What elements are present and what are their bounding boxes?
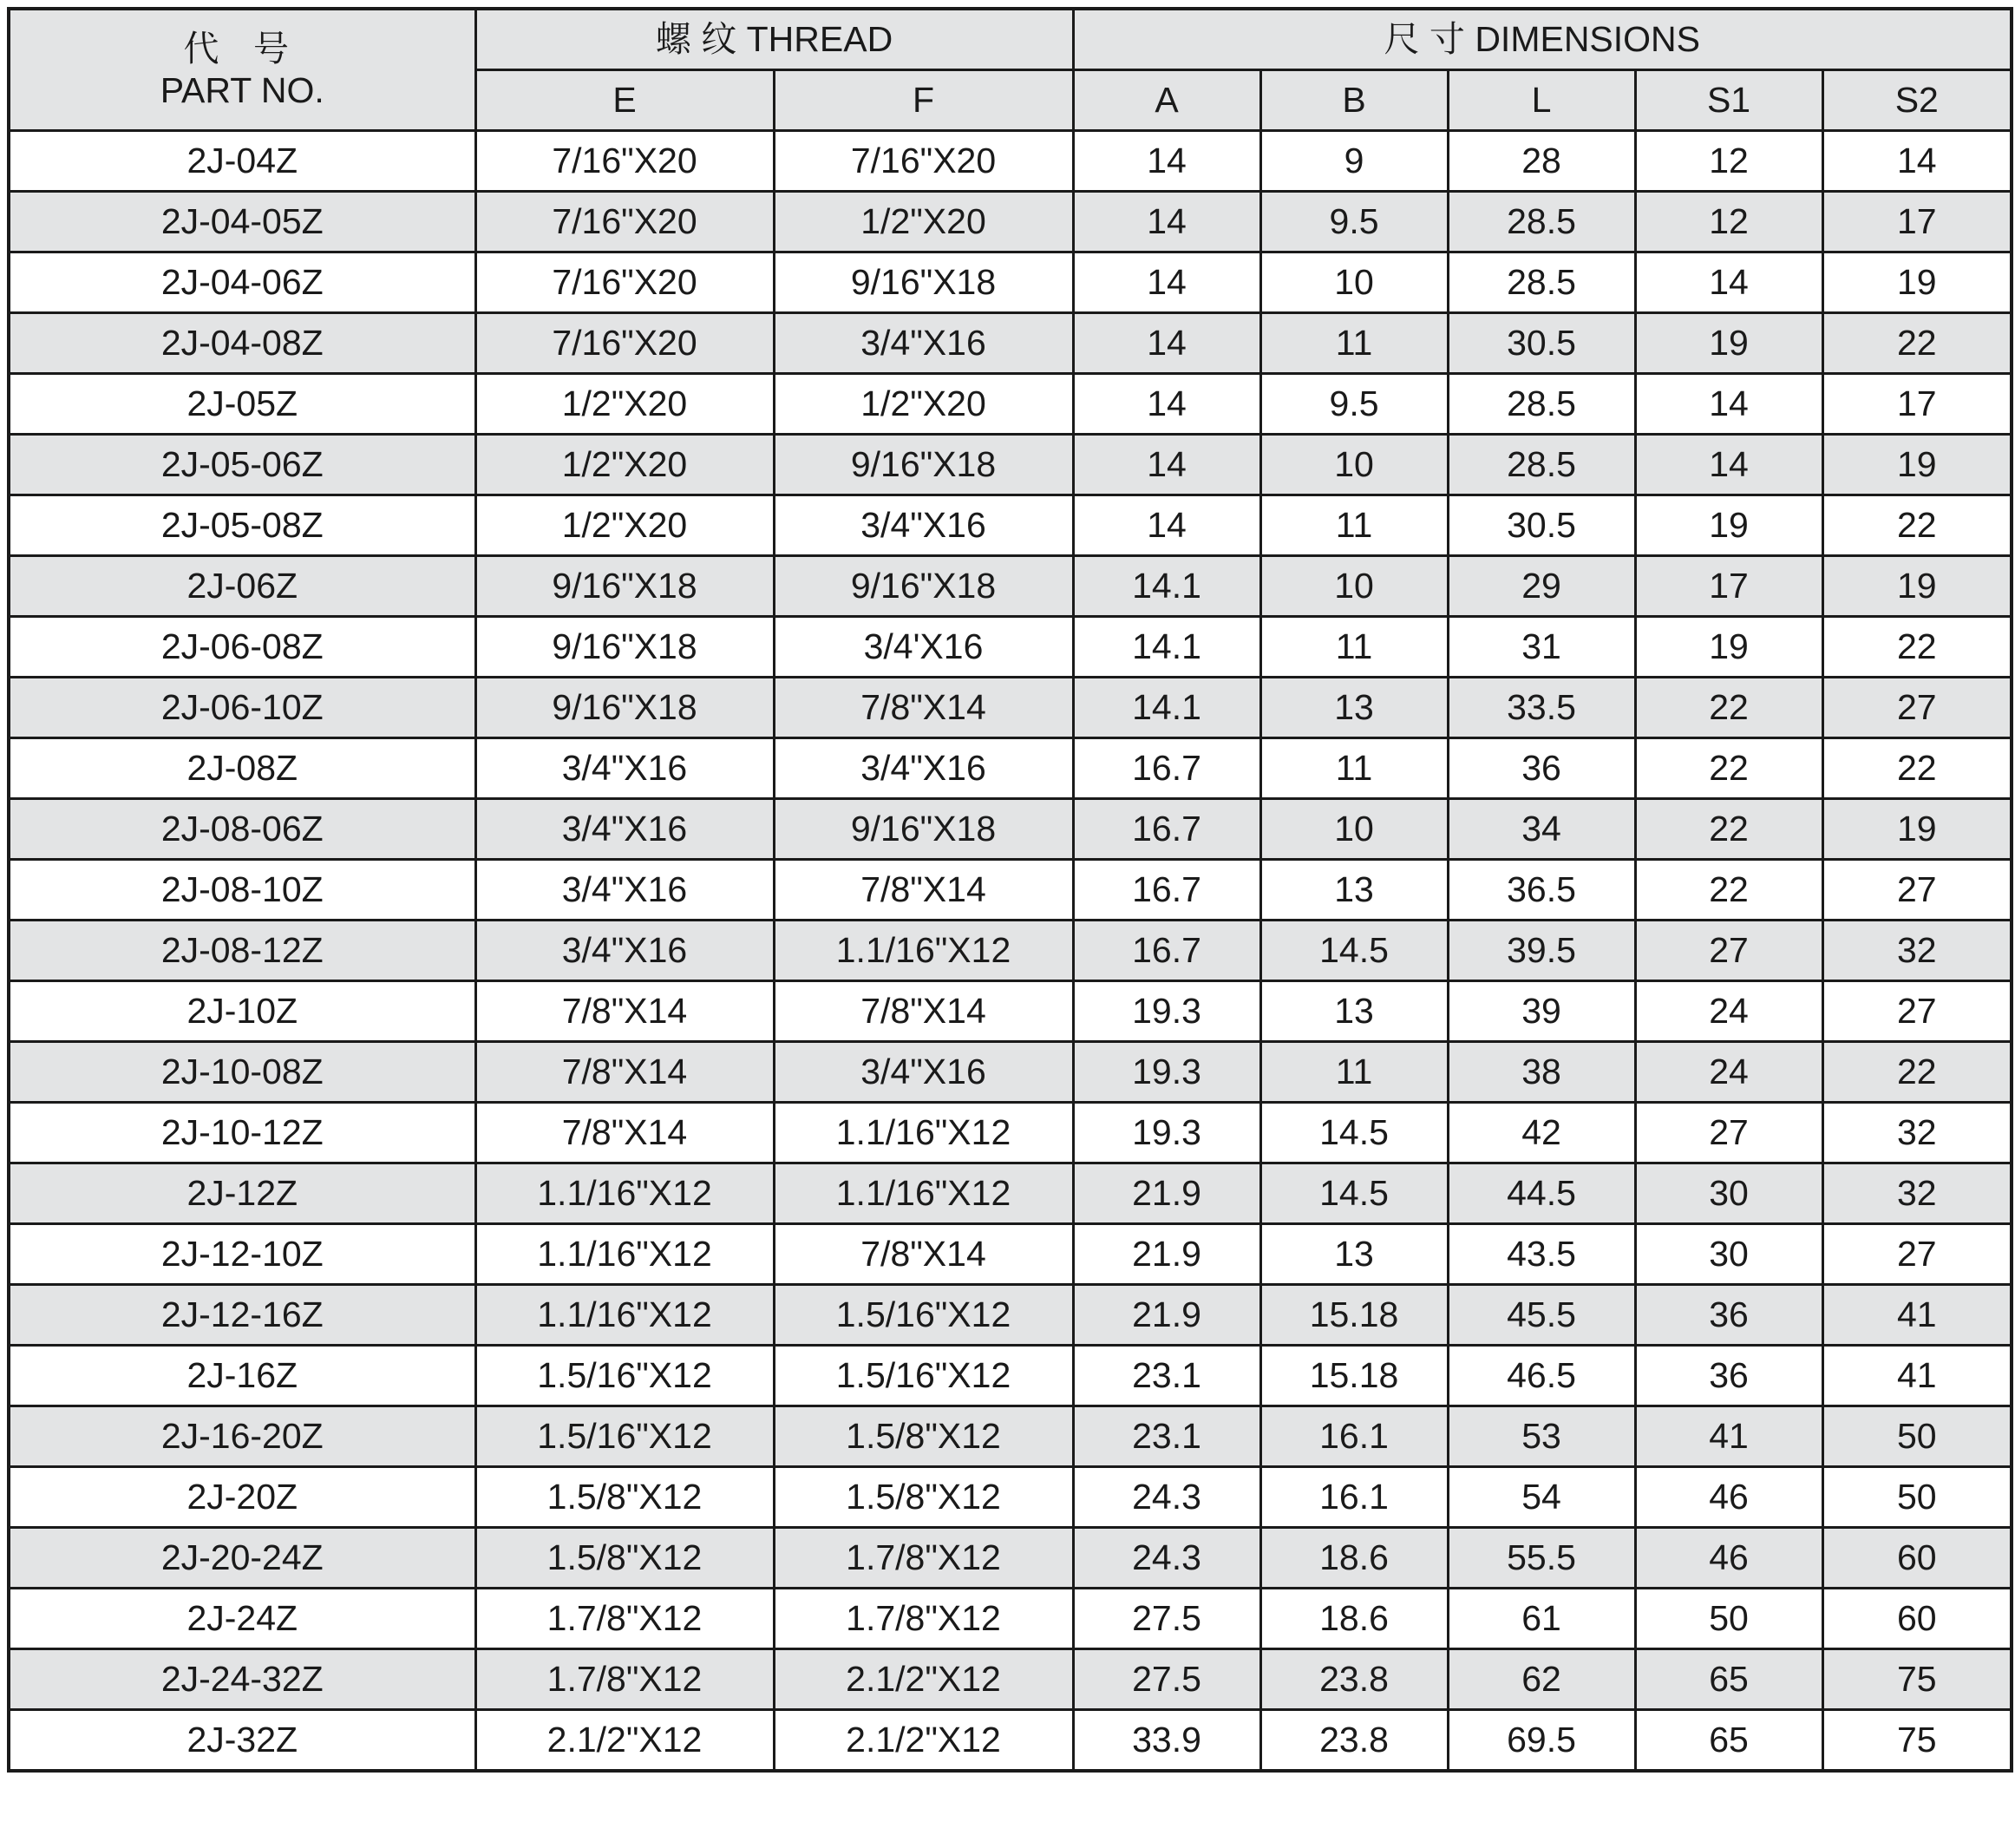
dim-s2-cell: 22 (1822, 738, 2012, 799)
thread-e-cell: 7/8"X14 (475, 1042, 774, 1103)
thread-f-cell: 3/4'X16 (774, 617, 1073, 678)
part-no-cell: 2J-10-08Z (9, 1042, 475, 1103)
thread-f-cell: 9/16"X18 (774, 252, 1073, 313)
dim-s1-cell: 19 (1635, 495, 1822, 556)
part-no-cell: 2J-16Z (9, 1346, 475, 1406)
part-no-cell: 2J-06-08Z (9, 617, 475, 678)
thread-f-cell: 1.5/16"X12 (774, 1346, 1073, 1406)
table-row (9, 1406, 2012, 1467)
dim-l-cell: 69.5 (1448, 1710, 1635, 1772)
dim-l-cell: 38 (1448, 1042, 1635, 1103)
spec-table (7, 7, 2013, 1773)
table-row (9, 374, 2012, 435)
dim-a-cell: 27.5 (1073, 1589, 1260, 1649)
dim-s1-cell: 46 (1635, 1528, 1822, 1589)
thread-e-cell: 9/16"X18 (475, 617, 774, 678)
column-header-a: A (1073, 70, 1260, 131)
thread-e-cell: 1.1/16"X12 (475, 1285, 774, 1346)
dim-b-cell: 10 (1260, 556, 1448, 617)
dim-s1-cell: 14 (1635, 435, 1822, 495)
thread-f-cell: 7/16"X20 (774, 131, 1073, 192)
thread-group-header: 螺 纹 THREAD (475, 9, 1073, 70)
dim-s1-cell: 12 (1635, 131, 1822, 192)
part-no-cell: 2J-24Z (9, 1589, 475, 1649)
dim-l-cell: 29 (1448, 556, 1635, 617)
dim-s2-cell: 17 (1822, 374, 2012, 435)
thread-e-cell: 7/8"X14 (475, 981, 774, 1042)
dim-a-cell: 14 (1073, 313, 1260, 374)
dim-l-cell: 46.5 (1448, 1346, 1635, 1406)
dim-l-cell: 28.5 (1448, 192, 1635, 252)
dim-l-cell: 54 (1448, 1467, 1635, 1528)
dim-s1-cell: 12 (1635, 192, 1822, 252)
thread-f-cell: 3/4"X16 (774, 1042, 1073, 1103)
thread-e-cell: 7/16"X20 (475, 192, 774, 252)
dim-b-cell: 15.18 (1260, 1285, 1448, 1346)
dim-a-cell: 21.9 (1073, 1285, 1260, 1346)
dim-s2-cell: 50 (1822, 1467, 2012, 1528)
dim-a-cell: 21.9 (1073, 1224, 1260, 1285)
table-row (9, 313, 2012, 374)
dim-a-cell: 16.7 (1073, 921, 1260, 981)
dim-a-cell: 14.1 (1073, 556, 1260, 617)
dim-s2-cell: 19 (1822, 556, 2012, 617)
dim-s1-cell: 14 (1635, 252, 1822, 313)
thread-f-cell: 9/16"X18 (774, 556, 1073, 617)
dim-a-cell: 24.3 (1073, 1528, 1260, 1589)
thread-e-cell: 3/4"X16 (475, 738, 774, 799)
part-no-cell: 2J-08-10Z (9, 860, 475, 921)
dim-a-cell: 19.3 (1073, 981, 1260, 1042)
dim-a-cell: 14 (1073, 192, 1260, 252)
thread-e-cell: 2.1/2"X12 (475, 1710, 774, 1772)
dim-b-cell: 23.8 (1260, 1649, 1448, 1710)
table-row (9, 131, 2012, 192)
thread-e-cell: 9/16"X18 (475, 678, 774, 738)
dim-s1-cell: 65 (1635, 1649, 1822, 1710)
dim-s1-cell: 41 (1635, 1406, 1822, 1467)
dim-a-cell: 23.1 (1073, 1346, 1260, 1406)
dim-b-cell: 14.5 (1260, 921, 1448, 981)
thread-f-cell: 1/2"X20 (774, 374, 1073, 435)
dim-s1-cell: 27 (1635, 921, 1822, 981)
table-row (9, 1103, 2012, 1163)
dim-s2-cell: 22 (1822, 617, 2012, 678)
dim-b-cell: 15.18 (1260, 1346, 1448, 1406)
dim-s2-cell: 19 (1822, 435, 2012, 495)
dim-a-cell: 14 (1073, 252, 1260, 313)
table-row (9, 678, 2012, 738)
dim-s1-cell: 36 (1635, 1285, 1822, 1346)
dim-b-cell: 10 (1260, 799, 1448, 860)
dim-b-cell: 9 (1260, 131, 1448, 192)
part-no-cell: 2J-06Z (9, 556, 475, 617)
dim-b-cell: 9.5 (1260, 374, 1448, 435)
dim-b-cell: 10 (1260, 435, 1448, 495)
thread-f-cell: 3/4"X16 (774, 495, 1073, 556)
dim-s1-cell: 30 (1635, 1163, 1822, 1224)
dim-b-cell: 9.5 (1260, 192, 1448, 252)
thread-e-cell: 1/2"X20 (475, 374, 774, 435)
table-row (9, 556, 2012, 617)
dim-s1-cell: 22 (1635, 738, 1822, 799)
dim-a-cell: 23.1 (1073, 1406, 1260, 1467)
table-row (9, 1589, 2012, 1649)
part-no-cell: 2J-10Z (9, 981, 475, 1042)
dim-s1-cell: 22 (1635, 799, 1822, 860)
dim-a-cell: 16.7 (1073, 738, 1260, 799)
dim-l-cell: 61 (1448, 1589, 1635, 1649)
table-row (9, 921, 2012, 981)
dim-b-cell: 11 (1260, 738, 1448, 799)
dim-s1-cell: 19 (1635, 617, 1822, 678)
dim-l-cell: 36.5 (1448, 860, 1635, 921)
thread-f-cell: 7/8"X14 (774, 860, 1073, 921)
part-no-header-en: PART NO. (160, 69, 324, 110)
dim-a-cell: 19.3 (1073, 1042, 1260, 1103)
thread-f-cell: 7/8"X14 (774, 678, 1073, 738)
table-row (9, 1163, 2012, 1224)
dim-s2-cell: 27 (1822, 981, 2012, 1042)
part-no-cell: 2J-12-16Z (9, 1285, 475, 1346)
part-no-header-cn: 代 号 (183, 29, 301, 69)
dim-b-cell: 16.1 (1260, 1467, 1448, 1528)
dim-a-cell: 21.9 (1073, 1163, 1260, 1224)
dim-a-cell: 33.9 (1073, 1710, 1260, 1772)
dim-s1-cell: 14 (1635, 374, 1822, 435)
column-header-l: L (1448, 70, 1635, 131)
dim-s2-cell: 14 (1822, 131, 2012, 192)
dim-b-cell: 16.1 (1260, 1406, 1448, 1467)
dim-s1-cell: 19 (1635, 313, 1822, 374)
dim-s2-cell: 60 (1822, 1528, 2012, 1589)
part-no-cell: 2J-05-06Z (9, 435, 475, 495)
dim-s2-cell: 41 (1822, 1285, 2012, 1346)
thread-e-cell: 1.7/8"X12 (475, 1649, 774, 1710)
thread-e-cell: 1.5/8"X12 (475, 1467, 774, 1528)
part-no-cell: 2J-05Z (9, 374, 475, 435)
thread-e-cell: 1.5/8"X12 (475, 1528, 774, 1589)
part-no-cell: 2J-04-06Z (9, 252, 475, 313)
dim-s1-cell: 65 (1635, 1710, 1822, 1772)
table-row (9, 1467, 2012, 1528)
thread-e-cell: 7/8"X14 (475, 1103, 774, 1163)
thread-f-cell: 3/4"X16 (774, 738, 1073, 799)
dim-s2-cell: 27 (1822, 860, 2012, 921)
dim-l-cell: 30.5 (1448, 495, 1635, 556)
dim-s1-cell: 36 (1635, 1346, 1822, 1406)
thread-f-cell: 2.1/2"X12 (774, 1649, 1073, 1710)
column-header-b: B (1260, 70, 1448, 131)
thread-e-cell: 7/16"X20 (475, 313, 774, 374)
dim-b-cell: 11 (1260, 313, 1448, 374)
dim-s2-cell: 27 (1822, 678, 2012, 738)
dim-l-cell: 28.5 (1448, 435, 1635, 495)
table-row (9, 1224, 2012, 1285)
thread-f-cell: 1.5/8"X12 (774, 1406, 1073, 1467)
thread-f-cell: 1.1/16"X12 (774, 1163, 1073, 1224)
dim-l-cell: 44.5 (1448, 1163, 1635, 1224)
dim-a-cell: 19.3 (1073, 1103, 1260, 1163)
dim-b-cell: 13 (1260, 678, 1448, 738)
dim-a-cell: 14 (1073, 495, 1260, 556)
dim-s2-cell: 19 (1822, 252, 2012, 313)
thread-f-cell: 1.1/16"X12 (774, 1103, 1073, 1163)
dim-a-cell: 14 (1073, 435, 1260, 495)
part-no-header (9, 9, 475, 131)
thread-e-cell: 3/4"X16 (475, 799, 774, 860)
part-no-cell: 2J-10-12Z (9, 1103, 475, 1163)
part-no-cell: 2J-04Z (9, 131, 475, 192)
thread-f-cell: 1.7/8"X12 (774, 1589, 1073, 1649)
dim-l-cell: 28 (1448, 131, 1635, 192)
dim-a-cell: 24.3 (1073, 1467, 1260, 1528)
table-row (9, 1346, 2012, 1406)
part-no-cell: 2J-32Z (9, 1710, 475, 1772)
table-row (9, 860, 2012, 921)
dim-l-cell: 39 (1448, 981, 1635, 1042)
thread-e-cell: 7/16"X20 (475, 131, 774, 192)
dim-b-cell: 11 (1260, 617, 1448, 678)
dim-l-cell: 62 (1448, 1649, 1635, 1710)
table-row (9, 799, 2012, 860)
table-row (9, 1042, 2012, 1103)
dim-l-cell: 53 (1448, 1406, 1635, 1467)
dim-s2-cell: 22 (1822, 495, 2012, 556)
thread-f-cell: 1.1/16"X12 (774, 921, 1073, 981)
column-header-s2: S2 (1822, 70, 2012, 131)
thread-e-cell: 1/2"X20 (475, 495, 774, 556)
dim-b-cell: 10 (1260, 252, 1448, 313)
dim-l-cell: 31 (1448, 617, 1635, 678)
table-row (9, 617, 2012, 678)
table-row (9, 1528, 2012, 1589)
thread-e-cell: 1/2"X20 (475, 435, 774, 495)
part-no-cell: 2J-16-20Z (9, 1406, 475, 1467)
table-row (9, 738, 2012, 799)
dim-s2-cell: 75 (1822, 1649, 2012, 1710)
dim-s1-cell: 50 (1635, 1589, 1822, 1649)
part-no-cell: 2J-04-05Z (9, 192, 475, 252)
dim-b-cell: 18.6 (1260, 1589, 1448, 1649)
dim-a-cell: 27.5 (1073, 1649, 1260, 1710)
dim-l-cell: 55.5 (1448, 1528, 1635, 1589)
thread-e-cell: 9/16"X18 (475, 556, 774, 617)
dim-b-cell: 18.6 (1260, 1528, 1448, 1589)
dim-b-cell: 13 (1260, 860, 1448, 921)
table-row (9, 981, 2012, 1042)
part-no-cell: 2J-05-08Z (9, 495, 475, 556)
table-row (9, 252, 2012, 313)
dim-s2-cell: 22 (1822, 313, 2012, 374)
dim-s2-cell: 27 (1822, 1224, 2012, 1285)
part-no-cell: 2J-06-10Z (9, 678, 475, 738)
table-row (9, 495, 2012, 556)
dimensions-group-header: 尺 寸 DIMENSIONS (1073, 9, 2012, 70)
part-no-cell: 2J-12Z (9, 1163, 475, 1224)
dim-s2-cell: 41 (1822, 1346, 2012, 1406)
part-no-cell: 2J-08-06Z (9, 799, 475, 860)
dim-s1-cell: 24 (1635, 981, 1822, 1042)
dim-s1-cell: 46 (1635, 1467, 1822, 1528)
part-no-cell: 2J-24-32Z (9, 1649, 475, 1710)
part-no-cell: 2J-04-08Z (9, 313, 475, 374)
dim-l-cell: 36 (1448, 738, 1635, 799)
dim-a-cell: 16.7 (1073, 799, 1260, 860)
dim-s1-cell: 27 (1635, 1103, 1822, 1163)
dim-b-cell: 14.5 (1260, 1103, 1448, 1163)
thread-e-cell: 1.1/16"X12 (475, 1163, 774, 1224)
dim-a-cell: 14 (1073, 374, 1260, 435)
part-no-cell: 2J-12-10Z (9, 1224, 475, 1285)
table-header (9, 9, 2012, 131)
part-no-cell: 2J-08-12Z (9, 921, 475, 981)
dim-b-cell: 23.8 (1260, 1710, 1448, 1772)
dim-l-cell: 30.5 (1448, 313, 1635, 374)
dim-l-cell: 45.5 (1448, 1285, 1635, 1346)
part-no-cell: 2J-08Z (9, 738, 475, 799)
thread-f-cell: 1.7/8"X12 (774, 1528, 1073, 1589)
dim-s1-cell: 24 (1635, 1042, 1822, 1103)
thread-f-cell: 1/2"X20 (774, 192, 1073, 252)
dim-l-cell: 28.5 (1448, 374, 1635, 435)
dim-b-cell: 11 (1260, 1042, 1448, 1103)
dim-s1-cell: 22 (1635, 860, 1822, 921)
dim-a-cell: 14.1 (1073, 617, 1260, 678)
dim-s1-cell: 17 (1635, 556, 1822, 617)
thread-e-cell: 1.5/16"X12 (475, 1346, 774, 1406)
dim-s1-cell: 30 (1635, 1224, 1822, 1285)
thread-f-cell: 7/8"X14 (774, 1224, 1073, 1285)
thread-e-cell: 7/16"X20 (475, 252, 774, 313)
dim-s1-cell: 22 (1635, 678, 1822, 738)
dim-b-cell: 14.5 (1260, 1163, 1448, 1224)
dim-s2-cell: 17 (1822, 192, 2012, 252)
dim-s2-cell: 75 (1822, 1710, 2012, 1772)
dim-b-cell: 11 (1260, 495, 1448, 556)
dim-s2-cell: 19 (1822, 799, 2012, 860)
dim-s2-cell: 32 (1822, 1163, 2012, 1224)
dim-l-cell: 34 (1448, 799, 1635, 860)
thread-f-cell: 3/4"X16 (774, 313, 1073, 374)
dim-s2-cell: 50 (1822, 1406, 2012, 1467)
column-header-f: F (774, 70, 1073, 131)
column-header-s1: S1 (1635, 70, 1822, 131)
table-row (9, 1285, 2012, 1346)
thread-f-cell: 7/8"X14 (774, 981, 1073, 1042)
dim-l-cell: 33.5 (1448, 678, 1635, 738)
dim-b-cell: 13 (1260, 981, 1448, 1042)
dim-l-cell: 28.5 (1448, 252, 1635, 313)
table-row (9, 1710, 2012, 1772)
thread-f-cell: 9/16"X18 (774, 799, 1073, 860)
dim-l-cell: 39.5 (1448, 921, 1635, 981)
table-body (9, 131, 2012, 1772)
dim-s2-cell: 32 (1822, 921, 2012, 981)
dim-l-cell: 43.5 (1448, 1224, 1635, 1285)
dim-s2-cell: 32 (1822, 1103, 2012, 1163)
thread-e-cell: 1.5/16"X12 (475, 1406, 774, 1467)
thread-f-cell: 2.1/2"X12 (774, 1710, 1073, 1772)
thread-e-cell: 1.7/8"X12 (475, 1589, 774, 1649)
column-header-e: E (475, 70, 774, 131)
thread-e-cell: 1.1/16"X12 (475, 1224, 774, 1285)
dim-s2-cell: 22 (1822, 1042, 2012, 1103)
header-row-groups (9, 9, 2012, 70)
dim-a-cell: 14 (1073, 131, 1260, 192)
thread-e-cell: 3/4"X16 (475, 860, 774, 921)
dim-l-cell: 42 (1448, 1103, 1635, 1163)
table-row (9, 1649, 2012, 1710)
dim-a-cell: 14.1 (1073, 678, 1260, 738)
dim-s2-cell: 60 (1822, 1589, 2012, 1649)
table-row (9, 435, 2012, 495)
thread-f-cell: 9/16"X18 (774, 435, 1073, 495)
thread-f-cell: 1.5/8"X12 (774, 1467, 1073, 1528)
thread-e-cell: 3/4"X16 (475, 921, 774, 981)
dim-b-cell: 13 (1260, 1224, 1448, 1285)
part-no-cell: 2J-20Z (9, 1467, 475, 1528)
dim-a-cell: 16.7 (1073, 860, 1260, 921)
part-no-cell: 2J-20-24Z (9, 1528, 475, 1589)
thread-f-cell: 1.5/16"X12 (774, 1285, 1073, 1346)
table-row (9, 192, 2012, 252)
